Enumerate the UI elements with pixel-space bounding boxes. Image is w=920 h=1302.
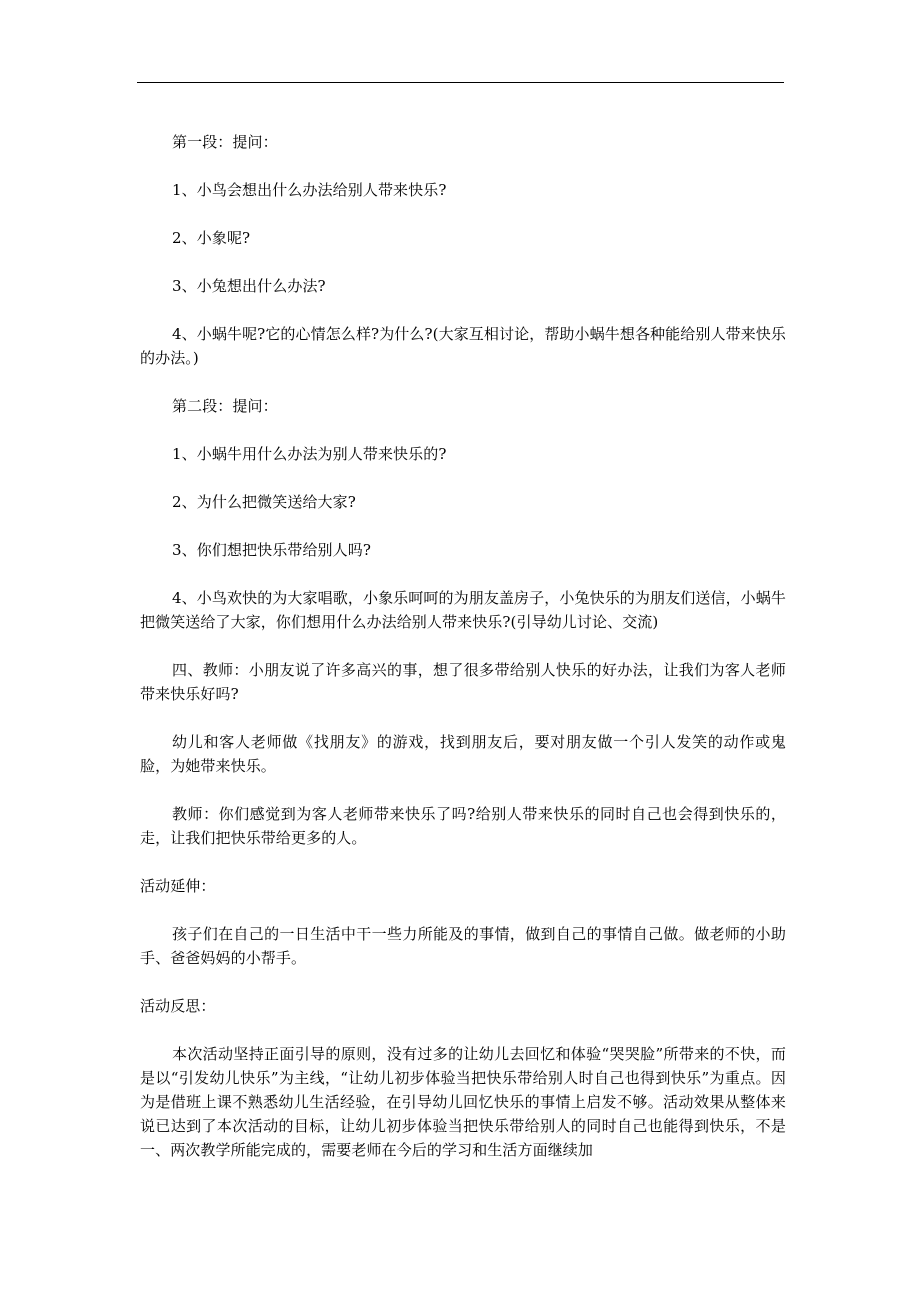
paragraph-activity-extension: 孩子们在自己的一日生活中干一些力所能及的事情，做到自己的事情自己做。做老师的小助手、爸爸妈妈的小帮手。 <box>140 925 786 967</box>
paragraph-section-1-heading: 第一段：提问： <box>172 133 278 151</box>
paragraph-question-4: 4、小蜗牛呢?它的心情怎么样?为什么?(大家互相讨论，帮助小蜗牛想各种能给别人带来快乐的办法。) <box>140 325 786 367</box>
document-body <box>140 130 786 1162</box>
paragraph-teacher-prompt: 四、教师：小朋友说了许多高兴的事，想了很多带给别人快乐的好办法，让我们为客人老师带来快乐好吗? <box>140 661 786 703</box>
paragraph-section-2-heading: 第二段：提问： <box>172 397 278 415</box>
paragraph-section-2-question-1: 1、小蜗牛用什么办法为别人带来快乐的? <box>172 445 447 463</box>
paragraph-game: 幼儿和客人老师做《找朋友》的游戏，找到朋友后，要对朋友做一个引人发笑的动作或鬼脸，为她带来快乐。 <box>140 733 786 775</box>
heading-activity-extension: 活动延伸： <box>140 877 216 895</box>
paragraph-question-1: 1、小鸟会想出什么办法给别人带来快乐? <box>172 181 447 199</box>
paragraph-activity-reflection: 本次活动坚持正面引导的原则，没有过多的让幼儿去回忆和体验“哭哭脸”所带来的不快，而是以“引发幼儿快乐”为主线，“让幼儿初步体验当把快乐带给别人时自己也得到快乐”为重点。因为是借班上课不熟悉幼儿生活经验，在引导幼儿回忆快乐的事情上启发不够。活动效果从整体来说已达到了本次活动的目标，让幼儿初步体验当把快乐带给别人的同时自己也能得到快乐，不是一、两次教学所能完成的，需要老师在今后的学习和生活方面继续加 <box>140 1045 786 1159</box>
paragraph-question-3: 3、小兔想出什么办法? <box>172 277 326 295</box>
paragraph-teacher-closing: 教师：你们感觉到为客人老师带来快乐了吗?给别人带来快乐的同时自己也会得到快乐的，走，让我们把快乐带给更多的人。 <box>140 805 786 847</box>
paragraph-section-2-question-2: 2、为什么把微笑送给大家? <box>172 493 356 511</box>
paragraph-section-2-question-4: 4、小鸟欢快的为大家唱歌，小象乐呵呵的为朋友盖房子，小兔快乐的为朋友们送信，小蜗牛把微笑送给了大家，你们想用什么办法给别人带来快乐?(引导幼儿讨论、交流) <box>140 589 786 631</box>
paragraph-question-2: 2、小象呢? <box>172 229 251 247</box>
heading-activity-reflection: 活动反思： <box>140 997 216 1015</box>
paragraph-section-2-question-3: 3、你们想把快乐带给别人吗? <box>172 541 371 559</box>
header-rule <box>137 82 784 83</box>
